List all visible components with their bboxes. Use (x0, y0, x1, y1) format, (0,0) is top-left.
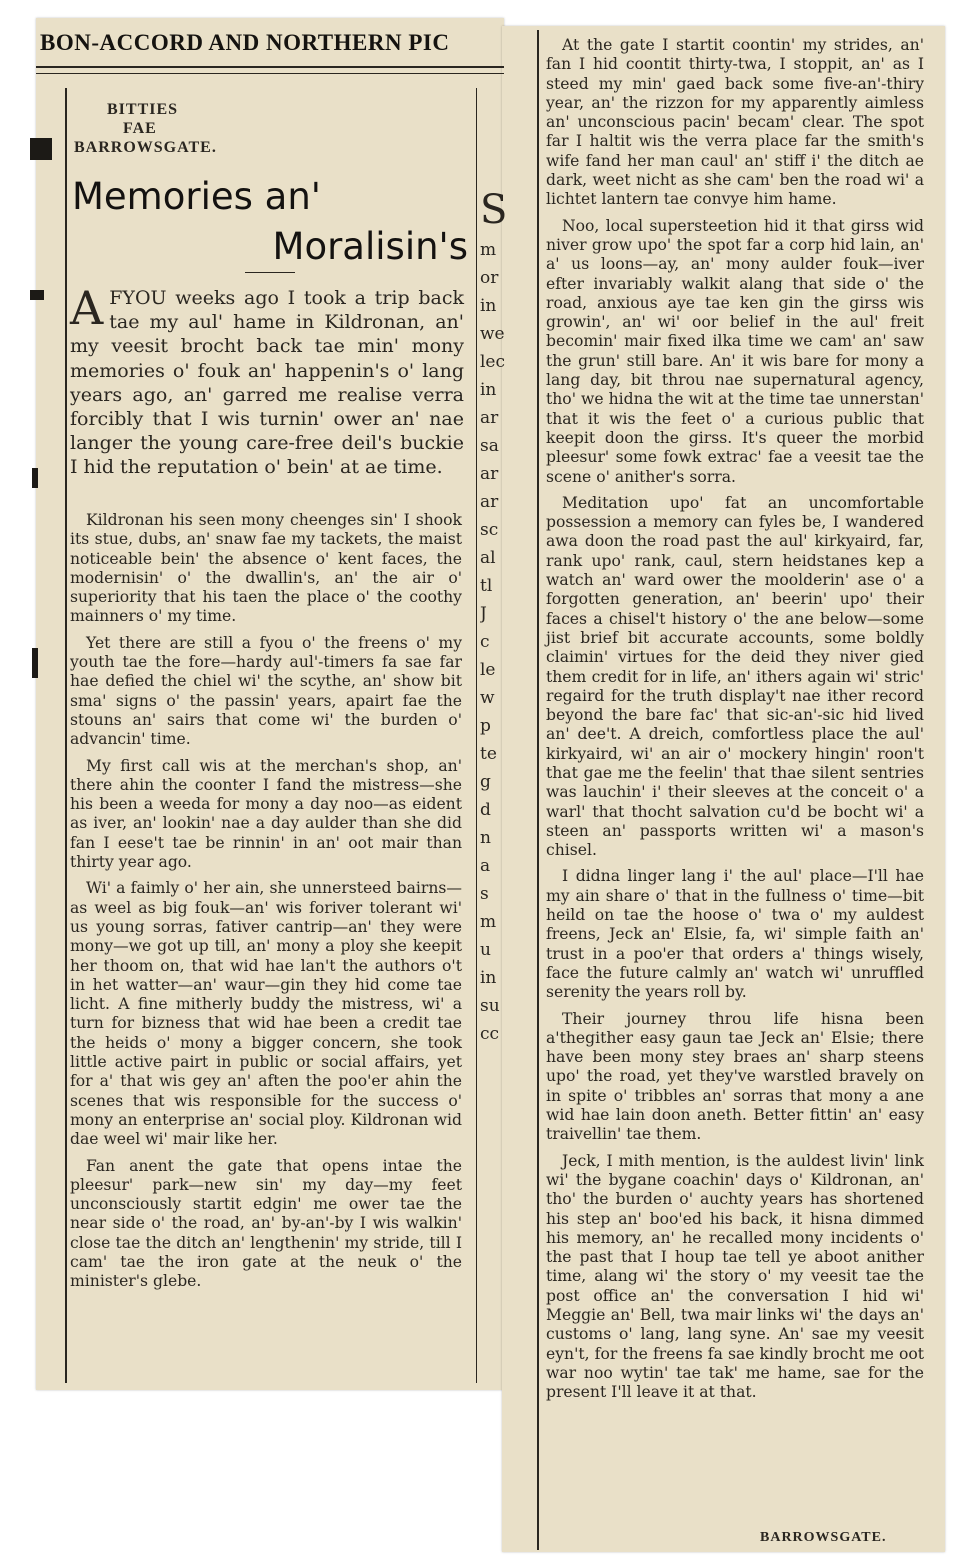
kicker-line: FAE (123, 120, 157, 137)
headline-line-2: Moralisin's (272, 225, 468, 268)
stub-fragment: S (480, 187, 508, 233)
stub-fragment: g (480, 772, 491, 792)
lead-paragraph (70, 281, 464, 480)
paragraph: Yet there are still a fyou o' the freens o' my youth tae the fore—hardy aul'-timers fa sae far hae defied the chiel wi' the scythe, an' show bit sma' signs o' the passin' years, apairt fae the stouns an' sairs that come wi' the burden o' advancin' time. (70, 633, 462, 749)
stub-fragment: sa (480, 436, 499, 456)
kicker-line: BARROWSGATE. (74, 139, 217, 156)
stub-fragment: cc (480, 1024, 500, 1044)
stub-fragment: in (480, 968, 497, 988)
stub-fragment: a (480, 856, 491, 876)
stub-fragment: J (480, 604, 487, 624)
left-column-body (70, 511, 462, 1299)
stub-fragment: tl (480, 576, 493, 596)
stub-fragment: ar (480, 492, 499, 512)
kicker-line: BITTIES (107, 101, 179, 118)
stub-fragment: su (480, 996, 500, 1016)
stub-fragment: c (480, 632, 490, 652)
stub-fragment: m (480, 912, 497, 932)
lead-text: FYOU weeks ago I took a trip back tae my aul' hame in Kildronan, an' my veesit brocht back tae min' mony memories o' fouk an' happenin's o' lang years ago, an' garred me realise verra forcibly that I wis turnin' ower an' nae langer the young care-free deil's buckie I hid the reputation o' bein' at ae time. (70, 287, 464, 479)
paragraph: Wi' a faimly o' her ain, she unnersteed bairns—as weel as big fouk—an' wis foriver tolerant wi' us young sorras, fativer cantrip—an' they were mony—we got up till, an' mony a ploy she keepit her thoom on, that wid hae lan't the authors o't in het watter—an' waur—gin they hid come tae licht. A fine mitherly buddy the mistress, wi' a turn for bizness that wid hae been a credit tae the heids o' mony a bigger concern, she took little active pairt in public or social affairs, yet for a' that wis gey an' aften the poo'er ahin the scenes that wis responsible for the success o' mony an enterprise an' social ploy. Kildronan wid dae weel wi' mair like her. (70, 879, 462, 1149)
stub-fragment: u (480, 940, 491, 960)
column-rule-left (65, 88, 67, 1383)
stub-fragment: ar (480, 464, 499, 484)
margin-mark (30, 290, 44, 300)
stub-fragment: le (480, 660, 496, 680)
stub-fragment: s (480, 884, 489, 904)
stub-fragment: ar (480, 408, 499, 428)
kicker (74, 100, 217, 157)
masthead: BON-ACCORD AND NORTHERN PIC (40, 30, 450, 55)
stub-fragment: lec (480, 352, 506, 372)
paragraph: Jeck, I mith mention, is the auldest livin' link wi' the bygane coachin' days o' Kildronan, an' tho' the burden o' auchty years has shortened his step an' boo'ed his back, it hisna dimmed his memory, an' he recalled mony incidents o' the past that I houp tae tell ye aboot anither time, alang wi' the story o' my veesit tae the post office an' the conversation I hid wi' Meggie an' Bell, twa mair links wi' the days an' customs o' lang, lang syne. An' sae my veesit eyn't, for the freens fa sae kindly brocht me oot war noo wytin' tae tak' me hame, sae for the present I'll leave it at that. (546, 1151, 924, 1402)
paragraph: Noo, local supersteetion hid it that girss wid niver grow upo' the spot far a corp hid lain, an' a' us loons—ay, an' mony aulder fouk—iver efter invariably walkit alang that side o' the road, anxious aye tae ken gin the girss wis growin', an' wi' oor belief in the aul' freit becomin' mair fixed ilka time we cam' an' saw the grun' still bare. An' it wis bare for mony a lang day, bit throu nae supernatural agency, tho' we hidna the wit at the time tae unnerstan' that it wis the feet o' a curious public that keepit doon the girss. It's queer the morbid pleesur' some fowk extrac' fae a veesit tae the scene o' anither's sorra. (546, 216, 924, 486)
paragraph: Meditation upo' fat an uncomfortable possession a memory can fyles be, I wandered awa doon the road past the aul' kirkyaird, far, rank upo' rank, caul, stern heidstanes kep a watch an' ward ower the moolderin' ase o' a forgotten generation, an' beerin' upo' their faces a chisel't history o' the ane below—some jist brief bit accurate accounts, some boldly claimin' virtues for the deid they niver gied them credit for in life, an' ithers again wi' stric' regaird for the truth display't nae ither record beyond the bare fac' that sic-an'-sic hid lived an' dee't. A dreich, comfortless place the aul' kirkyaird, wi' an air o' mockery hingin' roon't that gae me the feelin' that thae silent sentries was lauchin' i' their sleeves at the conceit o' a warl' that thocht salvation cu'd be bocht wi' a steen an' passports written wi' a mason's chisel. (546, 493, 924, 860)
headline-rule (245, 272, 295, 273)
stub-fragment: in (480, 296, 497, 316)
paragraph: Fan anent the gate that opens intae the pleesur' park—new sin' my day—my feet unconsciously startit edgin' me ower tae the near side o' the road, an' by-an'-by I wis walkin' close tae the ditch an' lengthenin' my stride, till I cam' tae the iron gate at the neuk o' the minister's glebe. (70, 1156, 462, 1291)
paragraph: Their journey throu life hisna been a'thegither easy gaun tae Jeck an' Elsie; there have been mony stey braes an' sharp steens upo' the road, yet they've warstled bravely on in spite o' tribbles an' sorras that mony a ane wid hae lain doon aneth. Better fittin' an' easy traivellin' tae them. (546, 1009, 924, 1144)
masthead-rule (36, 66, 504, 74)
stub-fragment: in (480, 380, 497, 400)
headline-line-1: Memories an' (72, 175, 321, 218)
margin-mark (32, 648, 38, 678)
paragraph: Kildronan his seen mony cheenges sin' I shook its stue, dubs, an' snaw fae my tackets, the maist noticeable bein' the absence o' kent faces, the modernisin' o' the dwallin's, an' the air o' superiority that his taen the place o' the coothy mainners o' my time. (70, 511, 462, 626)
byline-signoff: BARROWSGATE. (760, 1530, 887, 1545)
stub-fragment: m (480, 240, 497, 260)
stub-fragment: te (480, 744, 497, 764)
stub-fragment: we (480, 324, 505, 344)
drop-cap: A (70, 281, 104, 335)
paragraph: I didna linger lang i' the aul' place—I'll hae my ain share o' that in the fullness o' time—bit heild on tae the hoose o' twa o' my auldest freens, Jeck an' Elsie, fa, wi' simple faith an' trust in a poo'er that orders a' things wisely, face the future calmly an' watch wi' unruffled serenity the years roll by. (546, 867, 924, 1002)
margin-mark (30, 138, 52, 160)
cut-off-adjacent-column (480, 184, 510, 1048)
headline (72, 172, 468, 272)
right-column-body (546, 36, 924, 1409)
column-rule-middle (476, 88, 477, 1383)
paragraph: My first call wis at the merchan's shop, an' there ahin the coonter I fand the mistress—she his been a weeda for mony a day noo—as eident as iver, an' lookin' nae a day aulder than she did fan I eese't tae be rinnin' in an' oot mair than thirty year ago. (70, 756, 462, 872)
stub-fragment: n (480, 828, 491, 848)
stub-fragment: p (480, 716, 491, 736)
stub-fragment: or (480, 268, 499, 288)
paragraph: At the gate I startit coontin' my strides, an' fan I hid coontit thirty-twa, I stoppit, an' as I steed my min' gaed back some five-an'-thiry year, an' the rizzon for my apparently aimless an' unconscious pacin' becam' clear. The spot far I haltit wis the verra place far the smith's wife fand her man caul' an' stiff i' the ditch ae dark, weet nicht as she cam' ben the road wi' a lichtet lantern tae convye him hame. (546, 36, 924, 209)
stub-fragment: al (480, 548, 496, 568)
column-rule-right (537, 30, 539, 1550)
margin-mark (32, 468, 38, 488)
stub-fragment: w (480, 688, 495, 708)
stub-fragment: sc (480, 520, 499, 540)
stub-fragment: d (480, 800, 491, 820)
